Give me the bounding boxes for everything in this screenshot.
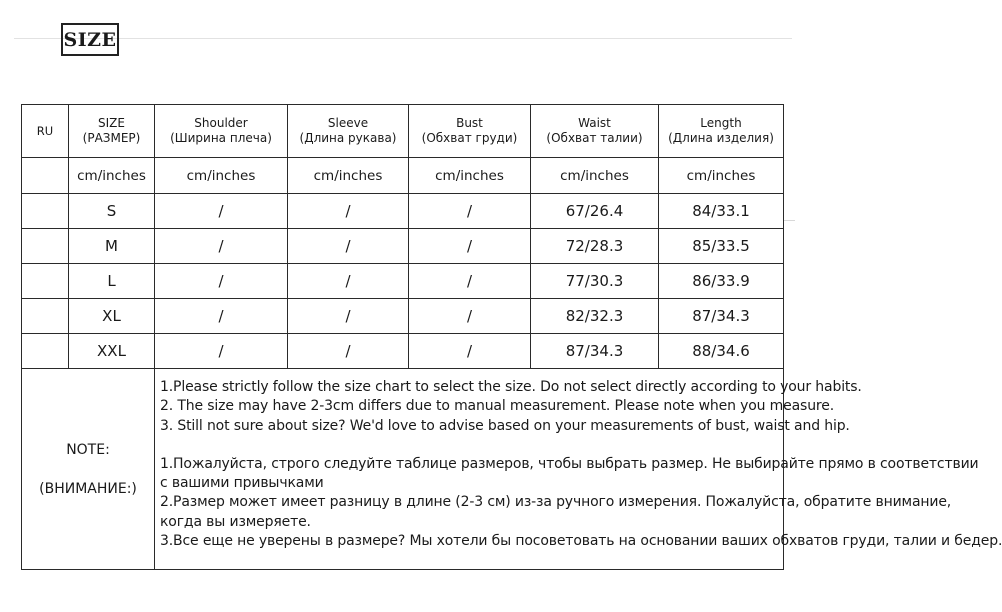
header-sleeve-ru: (Длина рукава) — [299, 131, 397, 145]
length-cell: 88/34.6 — [659, 334, 784, 369]
units-cell: cm/inches — [155, 158, 288, 194]
units-cell: cm/inches — [659, 158, 784, 194]
page-title: SIZE — [61, 23, 119, 56]
table-row — [22, 264, 784, 299]
note-line-ru: 2.Размер может имеет разницу в длине (2-3 см) из-за ручного измерения. Пожалуйста, обратите внимание, — [160, 494, 952, 511]
length-cell: 87/34.3 — [659, 299, 784, 334]
bust-cell: / — [409, 299, 531, 334]
header-waist — [531, 105, 659, 158]
header-waist-en: Waist — [578, 116, 611, 130]
shoulder-cell: / — [155, 334, 288, 369]
row-empty-cell — [22, 334, 69, 369]
note-line-en: 1.Please strictly follow the size chart to select the size. Do not select directly according to your habits. — [160, 379, 862, 395]
title-divider — [14, 38, 792, 39]
note-row — [22, 369, 784, 570]
size-cell: M — [69, 229, 155, 264]
header-length-en: Length — [700, 116, 742, 130]
row-empty-cell — [22, 264, 69, 299]
length-cell: 85/33.5 — [659, 229, 784, 264]
note-line-en: 3. Still not sure about size? We'd love to advise based on your measurements of bust, waist and hip. — [160, 417, 850, 434]
header-length-ru: (Длина изделия) — [668, 131, 774, 145]
note-line-ru: когда вы измеряете. — [160, 513, 311, 530]
bust-cell: / — [409, 194, 531, 229]
table-row — [22, 229, 784, 264]
units-cell: cm/inches — [409, 158, 531, 194]
shoulder-cell: / — [155, 229, 288, 264]
table-row — [22, 334, 784, 369]
bust-cell: / — [409, 229, 531, 264]
waist-cell: 67/26.4 — [531, 194, 659, 229]
table-header-row — [22, 105, 784, 158]
size-cell: XL — [69, 299, 155, 334]
waist-cell: 72/28.3 — [531, 229, 659, 264]
bust-cell: / — [409, 334, 531, 369]
bust-cell: / — [409, 264, 531, 299]
sleeve-cell: / — [288, 334, 409, 369]
length-cell: 84/33.1 — [659, 194, 784, 229]
header-size — [69, 105, 155, 158]
header-bust — [409, 105, 531, 158]
header-sleeve-en: Sleeve — [327, 116, 369, 130]
size-cell: L — [69, 264, 155, 299]
sleeve-cell: / — [288, 264, 409, 299]
header-length — [659, 105, 784, 158]
size-chart-table — [21, 104, 1002, 570]
header-bust-ru: (Обхват груди) — [421, 131, 518, 145]
note-line-en: 2. The size may have 2-3cm differs due to manual measurement. Please note when you measure. — [160, 398, 834, 415]
note-line-ru: 1.Пожалуйста, строго следуйте таблице размеров, чтобы выбрать размер. Не выбирайте прямо в соответствии — [160, 455, 979, 472]
note-body — [155, 369, 1002, 570]
row-empty-cell — [22, 194, 69, 229]
header-waist-ru: (Обхват талии) — [546, 131, 643, 145]
shoulder-cell: / — [155, 194, 288, 229]
sleeve-cell: / — [288, 229, 409, 264]
header-ru: RU — [22, 105, 69, 158]
header-shoulder-ru: (Ширина плеча) — [170, 131, 272, 145]
note-label-en: NOTE: — [66, 441, 110, 458]
header-shoulder — [155, 105, 288, 158]
header-shoulder-en: Shoulder — [194, 116, 248, 130]
size-cell: XXL — [69, 334, 155, 369]
units-cell: cm/inches — [288, 158, 409, 194]
units-cell: cm/inches — [531, 158, 659, 194]
header-size-ru: (РАЗМЕР) — [82, 131, 141, 145]
shoulder-cell: / — [155, 264, 288, 299]
waist-cell: 82/32.3 — [531, 299, 659, 334]
row-empty-cell — [22, 229, 69, 264]
note-line-ru: 3.Все еще не уверены в размере? Мы хотели бы посоветовать на основании ваших обхватов груди, талии и бедер. — [160, 533, 1002, 550]
header-bust-en: Bust — [456, 116, 483, 130]
note-label-ru: (ВНИМАНИЕ:) — [39, 480, 137, 497]
waist-cell: 87/34.3 — [531, 334, 659, 369]
length-cell: 86/33.9 — [659, 264, 784, 299]
header-size-en: SIZE — [98, 116, 125, 130]
table-row — [22, 194, 784, 229]
waist-cell: 77/30.3 — [531, 264, 659, 299]
units-empty-cell — [22, 158, 69, 194]
sleeve-cell: / — [288, 299, 409, 334]
table-row — [22, 299, 784, 334]
units-cell: cm/inches — [69, 158, 155, 194]
sleeve-cell: / — [288, 194, 409, 229]
note-line-ru: с вашими привычками — [160, 475, 324, 492]
header-sleeve — [288, 105, 409, 158]
shoulder-cell: / — [155, 299, 288, 334]
units-row — [22, 158, 784, 194]
side-divider — [783, 220, 795, 221]
row-empty-cell — [22, 299, 69, 334]
size-cell: S — [69, 194, 155, 229]
note-label — [22, 369, 155, 570]
